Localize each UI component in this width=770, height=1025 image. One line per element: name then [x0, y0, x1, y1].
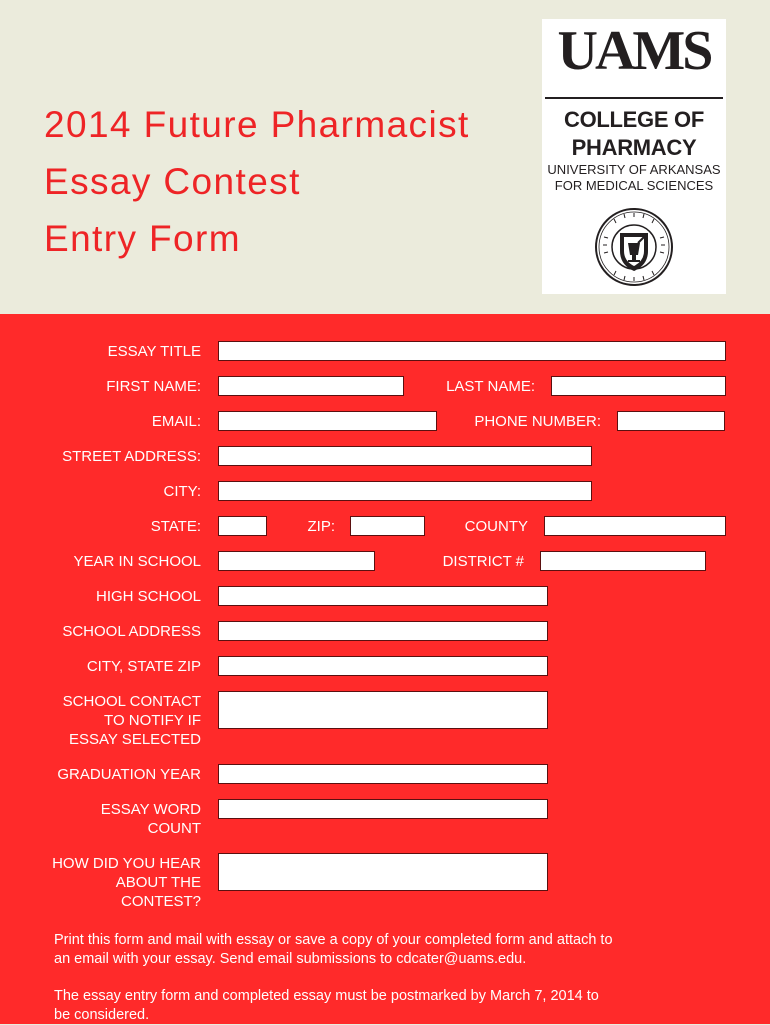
title-line: Essay Contest [44, 161, 301, 202]
state-label: STATE: [150, 518, 201, 535]
city-label: CITY: [163, 483, 201, 500]
entry-form [0, 314, 770, 1024]
how-heard-label-line: ABOUT THE [115, 874, 201, 891]
city-state-zip-input[interactable] [218, 656, 548, 676]
school-address-label: SCHOOL ADDRESS [62, 623, 201, 640]
how-heard-label [52, 854, 201, 911]
note-line: be considered. [54, 1007, 150, 1023]
uams-logo [542, 19, 726, 294]
page-title [44, 96, 470, 267]
title-line: Entry Form [44, 218, 241, 259]
school-contact-input[interactable] [218, 691, 548, 729]
street-address-label: STREET ADDRESS: [62, 448, 201, 465]
first-name-label: FIRST NAME: [106, 378, 201, 395]
graduation-year-input[interactable] [218, 764, 548, 784]
logo-university-line: FOR MEDICAL SCIENCES [554, 178, 714, 193]
essay-title-input[interactable] [218, 341, 726, 361]
note-line: The essay entry form and completed essay must be postmarked by March 7, 2014 to [54, 988, 599, 1004]
school-address-input[interactable] [218, 621, 548, 641]
word-count-label-line: COUNT [147, 820, 201, 837]
year-in-school-input[interactable] [218, 551, 375, 571]
word-count-label-line: ESSAY WORD [100, 801, 201, 818]
high-school-label: HIGH SCHOOL [95, 588, 201, 605]
graduation-year-label: GRADUATION YEAR [57, 766, 201, 783]
logo-college-line: PHARMACY [571, 135, 697, 160]
logo-divider [545, 97, 723, 99]
title-line: 2014 Future Pharmacist [44, 104, 470, 145]
street-address-input[interactable] [218, 446, 592, 466]
logo-university [542, 162, 726, 194]
email-input[interactable] [218, 411, 437, 431]
zip-input[interactable] [350, 516, 425, 536]
city-input[interactable] [218, 481, 592, 501]
email-label: EMAIL: [151, 413, 201, 430]
phone-label: PHONE NUMBER: [474, 413, 601, 430]
district-label: DISTRICT # [442, 553, 524, 570]
essay-title-label: ESSAY TITLE [107, 343, 201, 360]
logo-college-line: COLLEGE OF [563, 107, 704, 132]
note-line: Print this form and mail with essay or save a copy of your completed form and attach to [54, 932, 613, 948]
university-seal-icon [594, 207, 674, 287]
logo-college [542, 106, 726, 162]
how-heard-input[interactable] [218, 853, 548, 891]
last-name-input[interactable] [551, 376, 726, 396]
logo-brand: UAMS [557, 20, 711, 82]
logo-university-line: UNIVERSITY OF ARKANSAS [547, 162, 721, 177]
how-heard-label-line: HOW DID YOU HEAR [52, 855, 201, 872]
county-label: COUNTY [464, 518, 528, 535]
word-count-input[interactable] [218, 799, 548, 819]
county-input[interactable] [544, 516, 726, 536]
school-contact-label-line: TO NOTIFY IF [104, 712, 201, 729]
note-line: an email with your essay. Send email submissions to cdcater@uams.edu. [54, 951, 527, 967]
deadline-notice [54, 987, 664, 1025]
last-name-label: LAST NAME: [446, 378, 535, 395]
first-name-input[interactable] [218, 376, 404, 396]
zip-label: ZIP: [307, 518, 335, 535]
year-in-school-label: YEAR IN SCHOOL [73, 553, 201, 570]
how-heard-label-line: CONTEST? [120, 893, 201, 910]
school-contact-label-line: ESSAY SELECTED [69, 731, 201, 748]
city-state-zip-label: CITY, STATE ZIP [86, 658, 201, 675]
phone-input[interactable] [617, 411, 725, 431]
state-input[interactable] [218, 516, 267, 536]
header [0, 0, 770, 314]
word-count-label [101, 800, 201, 838]
high-school-input[interactable] [218, 586, 548, 606]
submission-instructions [54, 931, 664, 969]
school-contact-label [63, 692, 201, 749]
district-input[interactable] [540, 551, 706, 571]
school-contact-label-line: SCHOOL CONTACT [62, 693, 201, 710]
